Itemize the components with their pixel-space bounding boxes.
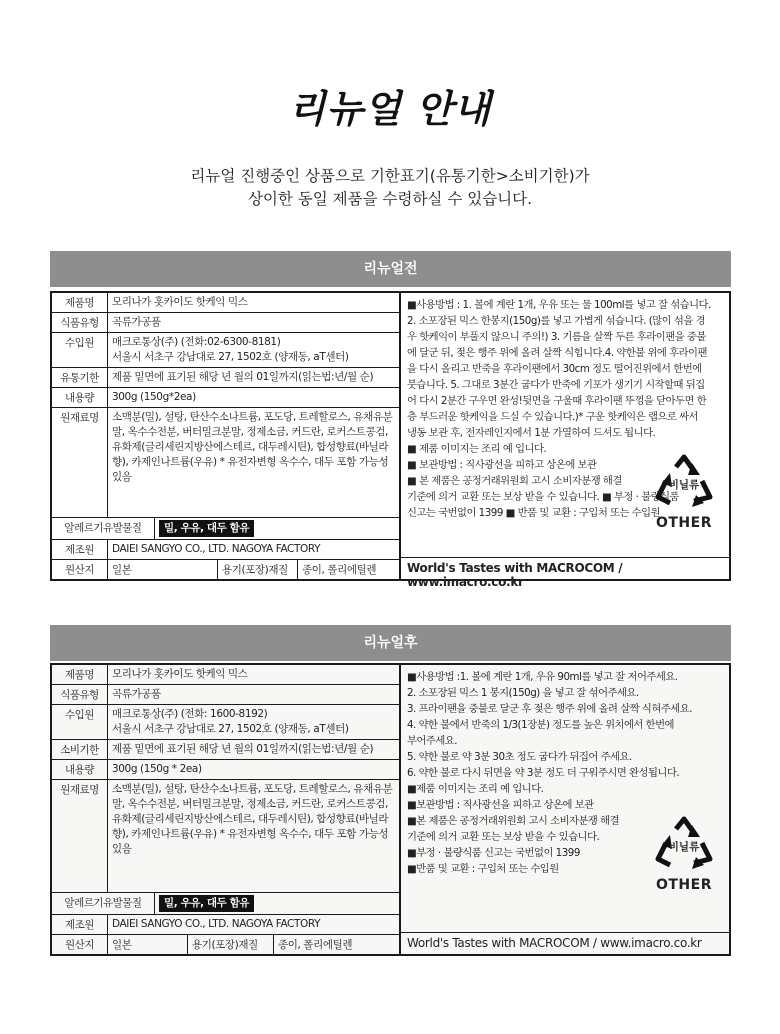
origin-split: [108, 560, 399, 579]
table-row: [52, 408, 399, 518]
usage-line: 부어주세요.: [407, 735, 458, 747]
table-row: [52, 313, 399, 333]
row-value: 300g (150g*2ea): [112, 391, 196, 403]
row-key: 제품명: [52, 665, 108, 684]
table-row: [52, 760, 399, 780]
usage-line: ■보관방법 : 직사광선을 피하고 상온에 보관: [407, 799, 594, 811]
maker-row: [52, 540, 399, 560]
maker-value: DAIEI SANGYO CO., LTD. NAGOYA FACTORY: [112, 918, 321, 930]
subtitle-line-1: 리뉴얼 진행중인 상품으로 기한표기(유통기한>소비기한)가: [190, 167, 590, 185]
table-row: [52, 368, 399, 388]
package-value: 종이, 폴리에틸렌: [278, 939, 353, 951]
usage-line: ■ 제품 이미지는 조리 예 입니다.: [407, 443, 547, 455]
origin-value: 일본: [108, 935, 188, 954]
row-key: 유통기한: [52, 368, 108, 387]
table-row: [52, 685, 399, 705]
importer-phone: 매크로통상(주) (전화: 1600-8192): [112, 708, 268, 720]
row-value: [108, 705, 399, 739]
row-key: 식품유형: [52, 685, 108, 704]
row-key: 내용량: [52, 760, 108, 779]
usage-line: ■부정 · 불량식품 신고는 국번없이 1399: [407, 847, 580, 859]
page-title: 리뉴얼 안내: [288, 87, 492, 131]
row-value: 곡류가공품: [112, 316, 161, 328]
usage-line: 우 핫케익이 부풀지 않으니 주의!) 3. 기름을 살짝 두른 후라이팬을 중불: [407, 331, 706, 343]
before-label: [50, 291, 731, 589]
maker-value: DAIEI SANGYO CO., LTD. NAGOYA FACTORY: [112, 543, 321, 555]
origin-label: 원산지: [52, 560, 108, 579]
allergy-row: [52, 518, 399, 540]
recycle-other: OTHER: [655, 515, 712, 531]
row-value: 소맥분(밀), 설탕, 탄산수소나트륨, 포도당, 트레할로스, 유채유분말, 옥수수전분, 버터밀크분말, 정제소금, 커드란, 로커스트콩검, 유화제(글리세린지방산에스테르, 대두레시틴), 합성향료(바닐라향), 카제인나트륨(우유) * 유전자변형 옥수수, 대두 포함 가능성 있음: [112, 411, 393, 483]
package-value: 종이, 폴리에틸렌: [302, 564, 377, 576]
usage-line: 냉동 보관 후, 전자레인지에서 1분 가열하여 드셔도 됩니다.: [407, 427, 656, 439]
page-subtitle: [0, 165, 780, 211]
usage-line: ■반품 및 교환 : 구입처 또는 수입원: [407, 863, 559, 875]
recycle-mark: [647, 453, 721, 531]
table-row: [52, 388, 399, 408]
usage-line: 신고는 국번없이 1399 ■ 반품 및 교환 : 구입처 또는 수입원: [407, 507, 661, 519]
row-key: 원재료명: [52, 780, 108, 892]
allergy-label: 알레르기유발물질: [52, 893, 155, 914]
allergy-label: 알레르기유발물질: [52, 518, 155, 539]
usage-line: 을 다시 올리고 반죽을 후라이팬에서 30cm 정도 떨어진위에서 한번에: [407, 363, 702, 375]
row-key: 내용량: [52, 388, 108, 407]
usage-line: ■사용방법 : 1. 볼에 계란 1개, 우유 또는 물 100ml를 넣고 잘 섞습니다.: [407, 299, 711, 311]
origin-split: [108, 935, 399, 954]
usage-line: 2. 소포장된 믹스 1 봉지(150g) 을 넣고 잘 섞어주세요.: [407, 687, 639, 699]
table-row: [52, 333, 399, 368]
row-value: [108, 333, 399, 367]
importer-address: 서울시 서초구 강남대로 27, 1502호 (양재동, aT센터): [112, 723, 349, 735]
table-row: [52, 665, 399, 685]
after-label: [50, 663, 731, 956]
recycle-material: 비닐류: [668, 479, 700, 491]
maker-label: 제조원: [52, 540, 108, 559]
row-value: 모리나가 홋카이도 핫케익 믹스: [112, 296, 248, 308]
package-label: 용기(포장)재질: [188, 935, 274, 954]
usage-line: 2. 소포장된 믹스 한봉지(150g)를 넣고 가볍게 섞습니다. (많이 섞을 경: [407, 315, 706, 327]
row-key: 수입원: [52, 705, 108, 739]
row-value: 모리나가 홋카이도 핫케익 믹스: [112, 668, 248, 680]
usage-line: 기준에 의거 교환 또는 보상 받을 수 있습니다.: [407, 831, 600, 843]
before-info-table: [52, 293, 401, 579]
before-footer: World's Tastes with MACROCOM / www.imacro.co.kr: [401, 557, 729, 579]
row-key: 수입원: [52, 333, 108, 367]
usage-line: ■사용방법 :1. 볼에 계란 1개, 우유 90ml를 넣고 잘 저어주세요.: [407, 671, 678, 683]
row-value: 제품 밑면에 표기된 해당 년 월의 01일까지(읽는법:년/월 순): [112, 743, 374, 755]
recycle-mark: [647, 815, 721, 893]
row-value: 곡류가공품: [112, 688, 161, 700]
usage-line: 에 달군 뒤, 젖은 행주 위에 올려 살짝 식힙니다.4. 약한불 위에 후라이팬: [407, 347, 707, 359]
allergy-row: [52, 893, 399, 915]
usage-line: ■ 보관방법 : 직사광선을 피하고 상온에 보관: [407, 459, 597, 471]
subtitle-line-2: 상이한 동일 제품을 수령하실 수 있습니다.: [247, 190, 533, 208]
usage-line: 6. 약한 불로 다시 뒤면을 약 3분 정도 더 구워주시면 완성됩니다.: [407, 767, 680, 779]
table-row: [52, 705, 399, 740]
row-key: 원재료명: [52, 408, 108, 517]
allergy-badge: 밀, 우유, 대두 함유: [159, 520, 254, 537]
maker-row: [52, 915, 399, 935]
usage-line: 붓습니다. 5. 그대로 3분간 굽다가 반죽에 기포가 생기기 시작할때 뒤집: [407, 379, 705, 391]
table-row: [52, 293, 399, 313]
usage-line: ■본 제품은 공정거래위원회 고시 소비자분쟁 해결: [407, 815, 620, 827]
after-header-bar: 리뉴얼후: [50, 625, 731, 661]
usage-line: 기준에 의거 교환 또는 보상 받을 수 있습니다. ■ 부정 · 불량식품: [407, 491, 680, 503]
package-label: 용기(포장)재질: [218, 560, 298, 579]
after-usage-panel: [401, 665, 729, 954]
row-key: 제품명: [52, 293, 108, 312]
origin-row: [52, 560, 399, 579]
recycle-material: 비닐류: [668, 841, 700, 853]
allergy-value: [155, 518, 399, 539]
importer-address: 서울시 서초구 강남대로 27, 1502호 (양재동, aT센터): [112, 351, 349, 363]
table-row: [52, 740, 399, 760]
origin-row: [52, 935, 399, 954]
maker-label: 제조원: [52, 915, 108, 934]
before-header-bar: 리뉴얼전: [50, 251, 731, 287]
usage-line: 층 부드러운 핫케익을 드실 수 있습니다.)* 구운 핫케익은 랩으로 싸서: [407, 411, 698, 423]
row-value: 300g (150g * 2ea): [112, 763, 202, 775]
table-row: [52, 780, 399, 893]
after-info-table: [52, 665, 401, 954]
usage-line: ■ 본 제품은 공정거래위원회 고시 소비자분쟁 해결: [407, 475, 622, 487]
row-key: 식품유형: [52, 313, 108, 332]
origin-value: 일본: [108, 560, 218, 579]
usage-line: 어 다시 2분간 구우면 완성!뒷면을 구울때 후라이팬 뚜껑을 닫아두면 한: [407, 395, 707, 407]
row-key: 소비기한: [52, 740, 108, 759]
after-footer: World's Tastes with MACROCOM / www.imacro.co.kr: [401, 932, 729, 954]
usage-line: 5. 약한 불로 약 3분 30초 정도 굽다가 뒤집어 주세요.: [407, 751, 632, 763]
importer-phone: 매크로통상(주) (전화:02-6300-8181): [112, 336, 281, 348]
row-value: 소맥분(밀), 설탕, 탄산수소나트륨, 포도당, 트레할로스, 유채유분말, 옥수수전분, 버터밀크분말, 정제소금, 커드란, 로커스트콩검, 유화제(글리세린지방산에스테르, 대두레시틴), 합성향료(바닐라향), 카제인나트륨(우유) * 유전자변형 옥수수, 대두 포함 가능성 있음: [112, 783, 393, 855]
allergy-badge: 밀, 우유, 대두 함유: [159, 895, 254, 912]
origin-label: 원산지: [52, 935, 108, 954]
allergy-value: [155, 893, 399, 914]
usage-line: 3. 프라이팬을 중불로 달군 후 젖은 행주 위에 올려 살짝 식혀주세요.: [407, 703, 692, 715]
before-usage-panel: [401, 293, 729, 589]
usage-line: ■제품 이미지는 조리 예 입니다.: [407, 783, 544, 795]
recycle-other: OTHER: [655, 877, 712, 893]
row-value: 제품 밑면에 표기된 해당 년 월의 01일까지(읽는법:년/월 순): [112, 371, 374, 383]
usage-line: 4. 약한 불에서 반죽의 1/3(1장분) 정도를 높은 위치에서 한번에: [407, 719, 674, 731]
